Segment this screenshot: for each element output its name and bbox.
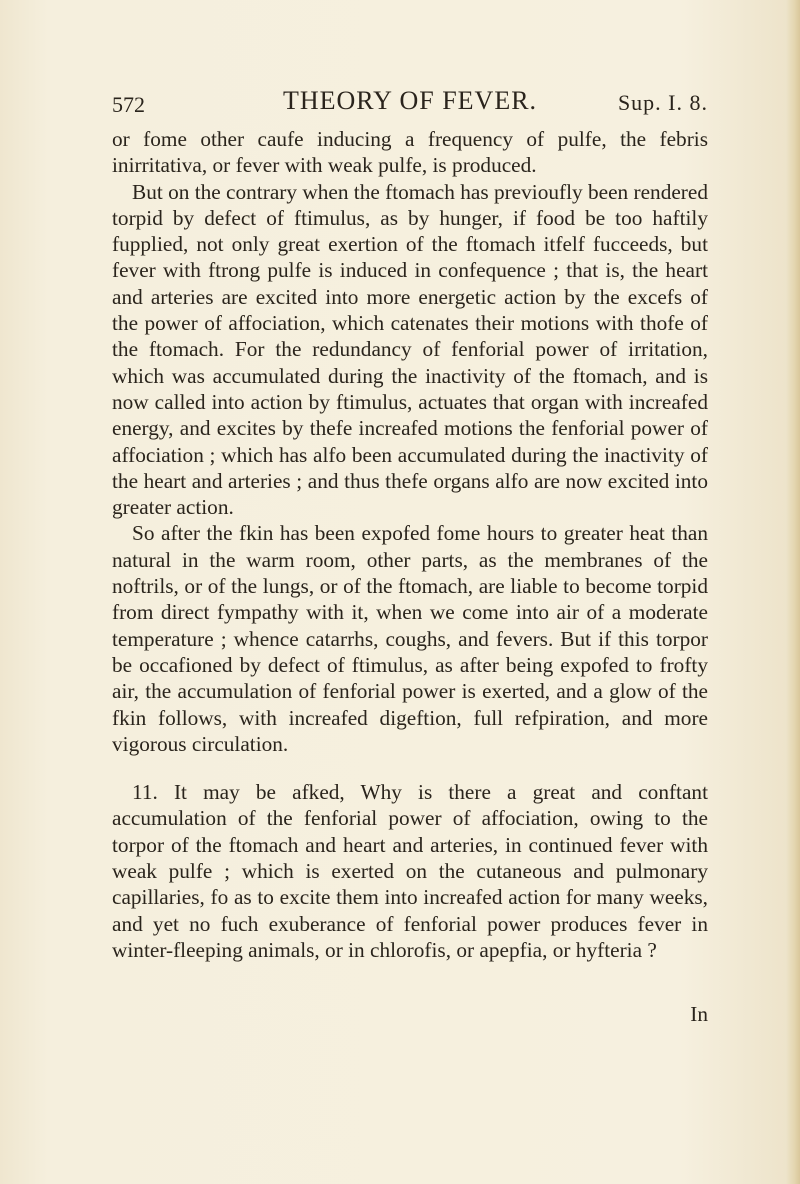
paragraph-4: 11. It may be afked, Why is there a great and conftant accumulation of the fenforial power of affociation, owing to the torpor of the ftomach and heart and arteries, in continued fever with weak pulfe ; which is exerted on the cutaneous and pulmonary capillaries, fo as to excite them into increafed action for many weeks, and yet no fuch exuberance of fenforial power produces fever in winter-fleeping animals, or in chlorofis, or apepfia, or hyfteria ? bbox=[112, 780, 708, 962]
paragraph-1: or fome other caufe inducing a frequency of pulfe, the febris inirritativa, or fever with weak pulfe, is produced. bbox=[112, 127, 708, 178]
section-reference: Sup. I. 8. bbox=[617, 90, 708, 115]
running-title: THEORY OF FEVER. bbox=[282, 86, 538, 115]
paragraph-2: But on the contrary when the ftomach has previoufly been rendered torpid by defect of ftimulus, as by hunger, if food be too haftily fupplied, not only great exertion of the ftomach itfelf fucceeds, but fever with ftrong pulfe is induced in confequence ; that is, the heart and arteries are excited into more energetic action by the excefs of the power of affociation, which catenates their motions with thofe of the ftomach. For the redundancy of fenforial power of irritation, which was accumulated during the inactivity of the ftomach, and is now called into action by ftimulus, actuates that organ with increafed energy, and excites by thefe increafed motions the fenforial power of affociation ; which has alfo been accumulated during the inactivity of the heart and arteries ; and thus thefe organs alfo are now excited into greater action. bbox=[112, 179, 708, 520]
page-header bbox=[112, 86, 708, 122]
paragraph-3: So after the fkin has been expofed fome hours to greater heat than natural in the warm room, other parts, as the membranes of the noftrils, or of the lungs, or of the ftomach, are liable to become torpid from direct fympathy with it, when we come into air of a moderate temperature ; whence catarrhs, coughs, and fevers. But if this torpor be occafioned by defect of ftimulus, as after being expofed to frofty air, the accumulation of fenforial power is exerted, and a glow of the fkin follows, with increafed digeftion, full refpiration, and more vigorous circulation. bbox=[112, 521, 708, 756]
page-number: 572 bbox=[112, 92, 145, 117]
page-edge bbox=[786, 0, 800, 1184]
body-text bbox=[112, 126, 708, 963]
catchword: In bbox=[690, 1002, 708, 1026]
